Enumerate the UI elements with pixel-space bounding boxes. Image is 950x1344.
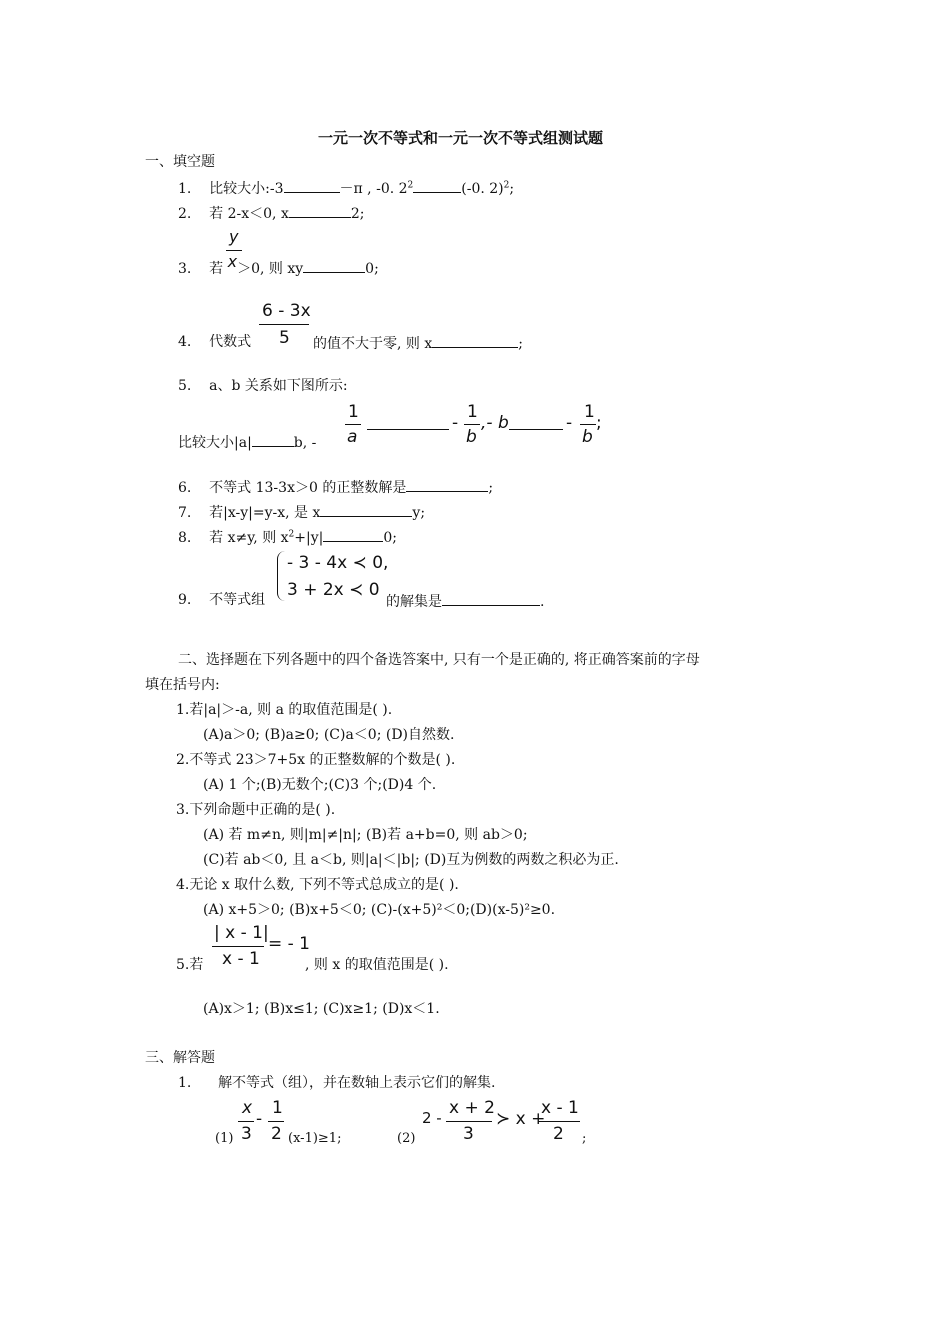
q9-line2: 3 + 2x ≺ 0 <box>287 580 380 600</box>
q9-line1: - 3 - 4x ≺ 0, <box>287 553 389 573</box>
s2-q1-options: (A)a＞0; (B)a≥0; (C)a＜0; (D)自然数. <box>203 727 455 743</box>
s3-p1-frac2-den: 2 <box>271 1124 282 1144</box>
q8-end: 0; <box>383 530 397 546</box>
q4-end: ; <box>518 336 523 352</box>
q3-blank[interactable] <box>303 260 365 273</box>
q5-frac1-den: a <box>347 427 358 447</box>
s2-q2-options: (A) 1 个;(B)无数个;(C)3 个;(D)4 个. <box>203 777 437 793</box>
s1-q3 <box>178 252 379 277</box>
s3-p1-rest: (x-1)≥1; <box>288 1131 342 1146</box>
s2-q5-frac-num: | x - 1| <box>214 923 269 943</box>
q3-frac-den: x <box>227 252 238 271</box>
s1-q4-rest <box>313 335 523 351</box>
s2-q5-pre: 5.若 <box>176 957 204 973</box>
q4-frac-num: 6 - 3x <box>262 301 311 321</box>
q2-end: 2; <box>350 206 365 222</box>
s3-p1-frac1-num: x <box>242 1098 253 1118</box>
s3-p2-label: (2) <box>397 1131 416 1146</box>
q3-end: 0; <box>365 261 379 277</box>
s1-q1 <box>178 180 514 196</box>
s3-p2-semi: ; <box>582 1131 587 1146</box>
q3-frac-num: y <box>229 227 239 246</box>
q8-sup: 2 <box>288 529 295 540</box>
s3-p2-frac1-bar <box>446 1121 492 1122</box>
s3-p2-frac1-den: 3 <box>463 1124 474 1144</box>
q1-sup: 2 <box>407 180 414 191</box>
q4-text: 的值不大于零, 则 x <box>313 336 433 352</box>
q9-num: 9. <box>178 592 192 608</box>
q1-mid: －π , -0. 2 <box>339 181 408 197</box>
q5-frac1-bar <box>345 424 361 425</box>
q8-text: 若 x≠y, 则 x <box>209 530 289 546</box>
q8-blank[interactable] <box>323 529 383 542</box>
q9-text: 不等式组 <box>209 592 266 608</box>
s3-p2-frac2-bar <box>538 1121 580 1122</box>
s2-q4-options: (A) x+5＞0; (B)x+5＜0; (C)-(x+5)²＜0;(D)(x-5)²≥0. <box>203 902 556 918</box>
q1-num: 1. <box>178 181 192 197</box>
q5-semi: ; <box>596 413 602 433</box>
s1-q9 <box>178 593 265 607</box>
s2-q5-frac-bar <box>212 946 264 947</box>
q4-frac-den: 5 <box>279 328 290 348</box>
q7-num: 7. <box>178 505 192 521</box>
s3-p1-label: (1) <box>215 1131 234 1146</box>
q5-blank2[interactable] <box>367 429 449 430</box>
s1-q5b <box>178 434 316 450</box>
q6-end: ; <box>488 480 494 496</box>
s2-q3: 3.下列命题中正确的是( ). <box>176 802 336 818</box>
q6-num: 6. <box>178 480 192 496</box>
q5-blank3[interactable] <box>509 429 563 430</box>
page-title: 一元一次不等式和一元一次不等式组测试题 <box>318 129 604 147</box>
s2-q1: 1.若|a|＞-a, 则 a 的取值范围是( ). <box>176 702 393 718</box>
section2-heading-cont: 填在括号内: <box>145 677 220 693</box>
q5b-text: 比较大小|a| <box>178 435 252 451</box>
s3-q1-text: 解不等式（组），并在数轴上表示它们的解集. <box>218 1075 496 1091</box>
q4-pre: 代数式 <box>209 334 252 350</box>
q7-text: 若|x-y|=y-x, 是 x <box>209 505 321 521</box>
q2-blank[interactable] <box>289 205 351 218</box>
q3-pre: 若 <box>209 261 224 277</box>
s2-q5-frac-den: x - 1 <box>222 949 260 969</box>
q4-frac-bar <box>259 324 309 325</box>
q5-frac2-den: b <box>466 427 477 447</box>
q2-text: 若 2-x＜0, x <box>209 206 289 222</box>
s3-p1-frac2-num: 1 <box>272 1098 283 1118</box>
s1-q2 <box>178 205 364 221</box>
q4-num: 4. <box>178 334 192 350</box>
q5-frac3-bar <box>580 424 596 425</box>
q3-frac-bar <box>226 250 242 251</box>
s3-q1-num: 1. <box>178 1075 192 1091</box>
q2-num: 2. <box>178 206 192 222</box>
q3-text: ＞0, 则 xy <box>237 261 304 277</box>
q7-blank[interactable] <box>320 504 412 517</box>
q1-text: 比较大小:-3 <box>209 181 284 197</box>
q4-blank[interactable] <box>432 335 518 348</box>
s1-q6 <box>178 479 493 495</box>
q5-frac2-bar <box>464 424 480 425</box>
q5b-t2: b, - <box>293 435 317 451</box>
q1-sup2: 2 <box>503 180 510 191</box>
q1-blank1[interactable] <box>284 180 340 193</box>
q8-text2: +|y| <box>294 530 324 546</box>
q5-minus1: - <box>452 413 459 433</box>
q1-blank2[interactable] <box>413 180 461 193</box>
s2-q3-options1: (A) 若 m≠n, 则|m|≠|n|; (B)若 a+b=0, 则 ab＞0; <box>203 827 528 843</box>
q5-text: a、b 关系如下图所示: <box>209 378 348 394</box>
s3-p1-frac1-den: 3 <box>241 1124 252 1144</box>
s3-p2-frac2-num: x - 1 <box>541 1098 579 1118</box>
s3-p1-frac1-bar <box>238 1121 254 1122</box>
q5-minus2: - <box>566 413 573 433</box>
s1-q4 <box>178 335 251 349</box>
s3-q1 <box>178 1076 496 1090</box>
q1-mid2: (-0. 2) <box>461 181 504 197</box>
q5-frac3-den: b <box>582 427 593 447</box>
q5-frac3-num: 1 <box>584 402 595 422</box>
q6-text: 不等式 13-3x＞0 的正整数解是 <box>209 480 407 496</box>
q9-blank[interactable] <box>442 593 540 606</box>
q9-brace <box>277 551 286 601</box>
section2-heading: 二、选择题在下列各题中的四个备选答案中, 只有一个是正确的, 将正确答案前的字母 <box>178 652 700 668</box>
s3-p1-minus: - <box>256 1109 263 1129</box>
q8-num: 8. <box>178 530 192 546</box>
section3-heading: 三、解答题 <box>145 1050 215 1066</box>
s3-p2-frac2-den: 2 <box>553 1124 564 1144</box>
q5-mb: ,- b <box>481 413 509 433</box>
q1-end: ; <box>509 181 515 197</box>
s1-q7 <box>178 504 425 520</box>
q5-frac2-num: 1 <box>467 402 478 422</box>
q9-text2: 的解集是 <box>386 594 442 610</box>
s3-p2-gt: ≻ x + <box>496 1109 546 1129</box>
s2-q3-options2: (C)若 ab＜0, 且 a＜b, 则|a|＜|b|; (D)互为例数的两数之积必为正. <box>203 852 619 868</box>
s1-q9-rest <box>386 593 544 609</box>
s3-p2-two: 2 - <box>422 1109 442 1127</box>
s2-q4: 4.无论 x 取什么数, 下列不等式总成立的是( ). <box>176 877 459 893</box>
s1-q8 <box>178 529 397 545</box>
q6-blank[interactable] <box>406 479 488 492</box>
s2-q5-options: (A)x＞1; (B)x≤1; (C)x≥1; (D)x＜1. <box>203 1001 440 1017</box>
s2-q5-eq: = - 1 <box>268 934 311 954</box>
s3-p2-frac1-num: x + 2 <box>449 1098 495 1118</box>
q9-end: . <box>540 594 545 610</box>
q5-num: 5. <box>178 378 192 394</box>
q7-end: y; <box>412 505 426 521</box>
q5b-blank1[interactable] <box>252 434 294 447</box>
s2-q2: 2.不等式 23＞7+5x 的正整数解的个数是( ). <box>176 752 456 768</box>
q5-frac1-num: 1 <box>348 402 359 422</box>
q3-num: 3. <box>178 261 192 277</box>
s2-q5-post: , 则 x 的取值范围是( ). <box>305 957 449 973</box>
section1-heading: 一、填空题 <box>145 154 215 170</box>
s1-q5 <box>178 379 348 393</box>
s3-p1-frac2-bar <box>268 1121 284 1122</box>
